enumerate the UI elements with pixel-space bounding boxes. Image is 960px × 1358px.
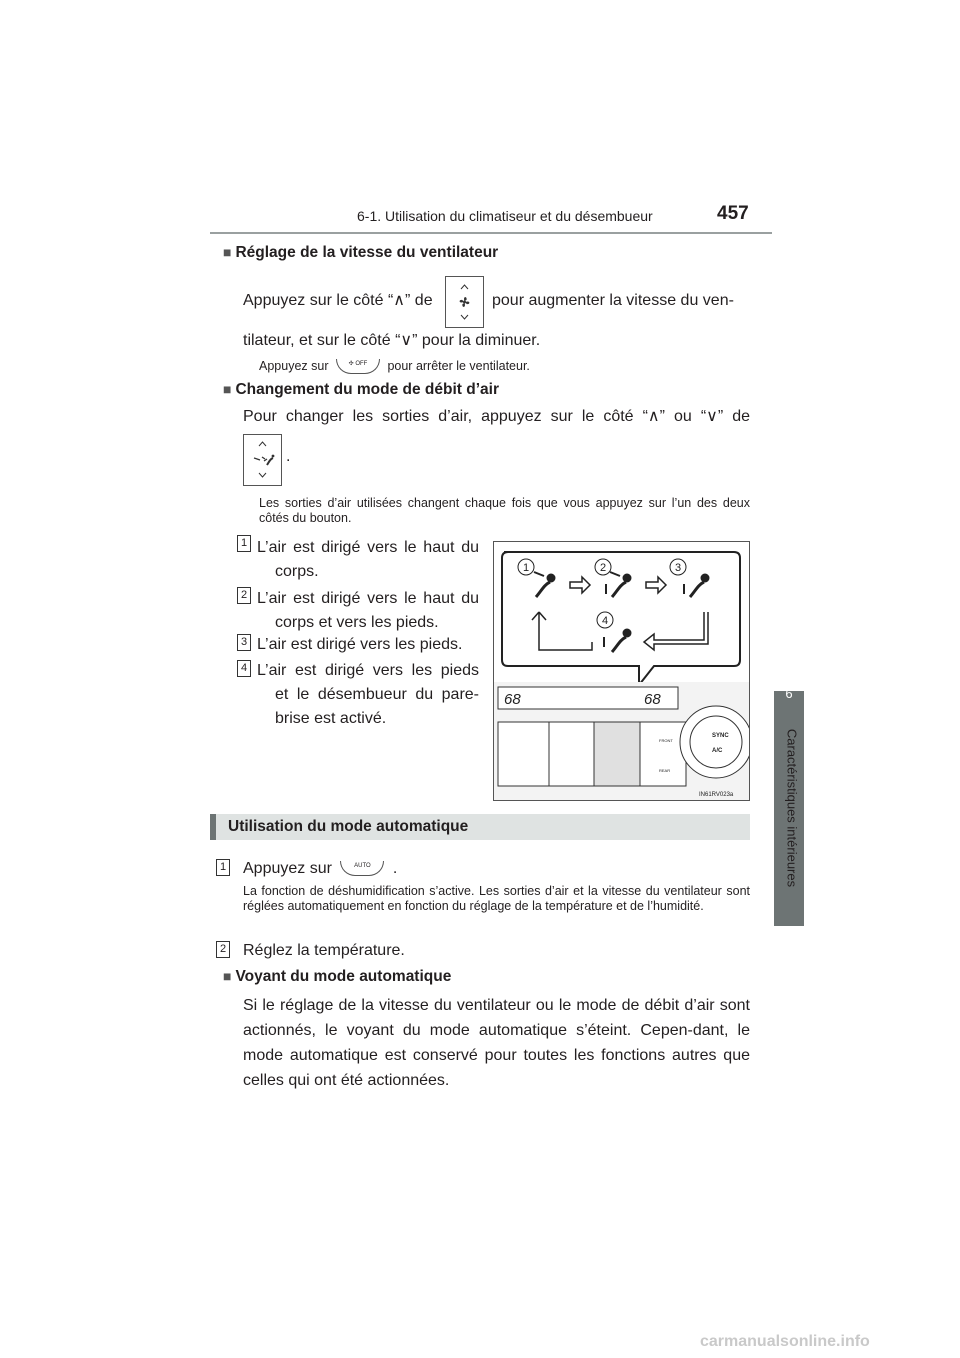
fan-speed-line1: Appuyez sur le côté “∧” de xyxy=(243,292,433,309)
fan-button-image xyxy=(445,276,484,328)
airflow-heading: ■ Changement du mode de débit d’air xyxy=(223,381,499,398)
airflow-item-3: L’air est dirigé vers les pieds. xyxy=(257,636,463,653)
display-left-temp: 68 xyxy=(504,691,521,708)
fan-speed-line1-end: pour augmenter la vitesse du ven- xyxy=(492,292,734,309)
item-number: 2 xyxy=(237,587,251,604)
airflow-item-1: L’air est dirigé vers le haut du corps. xyxy=(257,539,479,580)
airflow-item-4: L’air est dirigé vers les pieds et le désembueur du pare- brise est activé. xyxy=(257,662,479,727)
step-number: 1 xyxy=(216,859,230,876)
front-label: FRONT xyxy=(659,738,673,743)
airflow-note: Les sorties d’air utilisées changent chaque fois que vous appuyez sur l’un des deux côtés du bouton. xyxy=(259,496,750,525)
figure-code: IN61RV023a xyxy=(699,792,734,798)
auto-step-2: Réglez la température. xyxy=(243,942,405,959)
square-bullet-icon: ■ xyxy=(223,381,232,397)
section-title: 6-1. Utilisation du climatiseur et du désembueur xyxy=(357,208,653,224)
chapter-number: 6 xyxy=(785,686,793,701)
item-number: 4 xyxy=(237,660,251,677)
fan-icon xyxy=(460,297,470,307)
display-right-temp: 68 xyxy=(644,691,661,708)
auto-note: La fonction de déshumidification s’active. Les sorties d’air et la vitesse du ventilateur sont réglées automatiquement en fonction du réglage de la température et de l’humidité. xyxy=(243,884,750,913)
callout-number: 2 xyxy=(599,562,607,574)
chevron-down-icon xyxy=(461,315,468,319)
page-number: 457 xyxy=(717,203,749,224)
fan-speed-line2: tilateur, et sur le côté “∨” pour la diminuer. xyxy=(243,332,541,349)
airflow-icon xyxy=(254,455,274,465)
auto-indicator-text: Si le réglage de la vitesse du ventilateur ou le mode de débit d’air sont actionnés, le voyant du mode automatique s’éteint. Cepen-dant, le mode automatique est conservé pour toutes les fonctions autres que celles qui ont été actionnées. xyxy=(243,997,750,1089)
callout-number: 4 xyxy=(601,615,609,627)
fan-off-button-image: ✣ OFF xyxy=(336,359,380,374)
sync-label: SYNC xyxy=(712,733,729,739)
auto-mode-section-title: Utilisation du mode automatique xyxy=(228,818,469,835)
ac-label: A/C xyxy=(712,748,723,754)
airflow-item-2: L’air est dirigé vers le haut du corps et vers les pieds. xyxy=(257,590,479,631)
auto-indicator-heading: ■ Voyant du mode automatique xyxy=(223,968,452,985)
chapter-label: Caractéristiques intérieures xyxy=(784,728,800,888)
square-bullet-icon: ■ xyxy=(223,244,232,260)
item-number: 1 xyxy=(237,535,251,552)
auto-step-1: Appuyez sur AUTO . xyxy=(243,860,398,877)
step-number: 2 xyxy=(216,941,230,958)
mode-button-image xyxy=(243,434,282,486)
fan-off-note: Appuyez sur ✣ OFF pour arrêter le ventilateur. xyxy=(259,359,530,373)
chevron-up-icon xyxy=(259,442,266,446)
chevron-up-icon xyxy=(461,285,468,289)
square-bullet-icon: ■ xyxy=(223,968,232,984)
airflow-period: . xyxy=(286,448,291,465)
auto-mode-section-bar xyxy=(210,814,750,840)
auto-button-image: AUTO xyxy=(340,861,384,876)
fan-speed-heading: ■ Réglage de la vitesse du ventilateur xyxy=(223,244,499,261)
rear-label: REAR xyxy=(659,768,671,773)
chevron-down-icon xyxy=(259,473,266,477)
watermark: carmanualsonline.info xyxy=(700,1333,870,1350)
climate-control-figure xyxy=(493,541,750,801)
callout-number: 3 xyxy=(674,562,682,574)
callout-number: 1 xyxy=(522,562,530,574)
item-number: 3 xyxy=(237,634,251,651)
header-rule xyxy=(210,232,772,234)
airflow-line1: Pour changer les sorties d’air, appuyez sur le côté “∧” ou “∨” de xyxy=(243,408,750,425)
